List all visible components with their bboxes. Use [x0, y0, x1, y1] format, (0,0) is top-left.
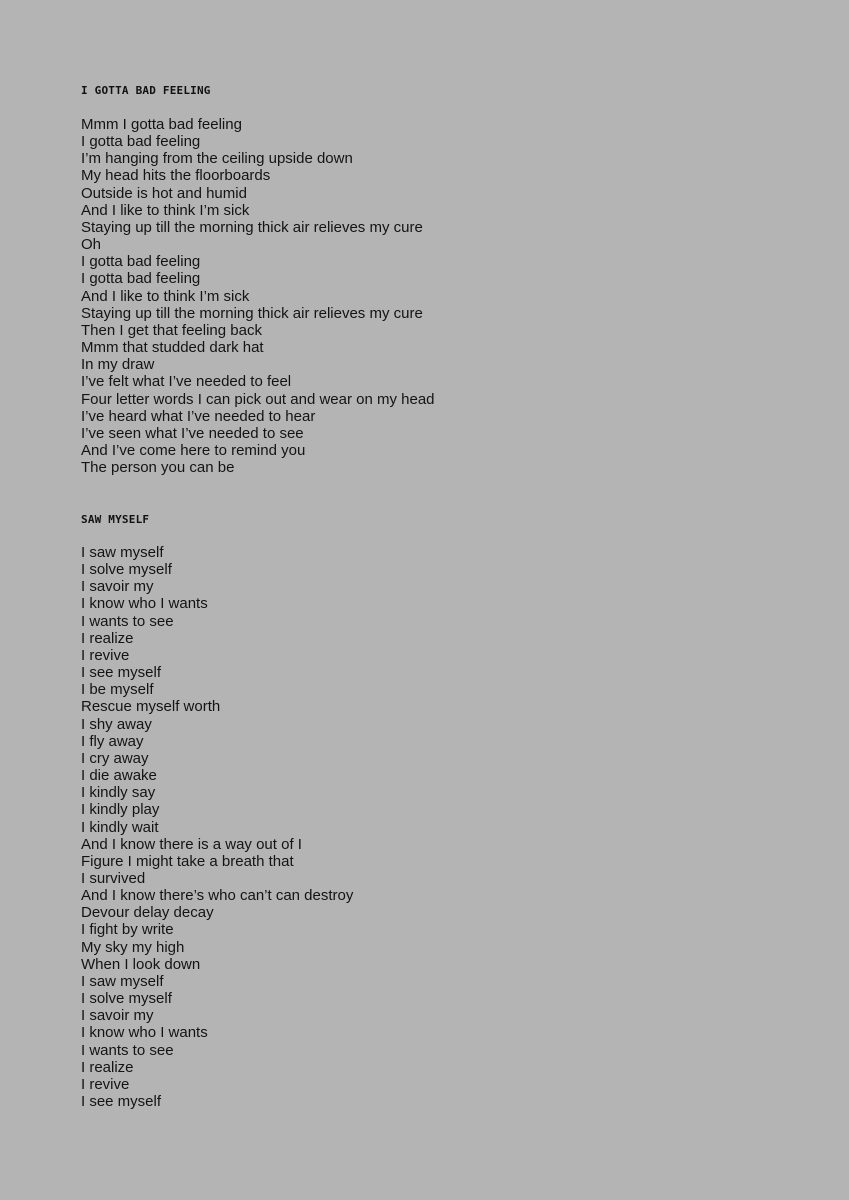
song-lyrics — [81, 544, 353, 1110]
lyric-line: I kindly play — [81, 801, 160, 819]
lyric-line: I wants to see — [81, 1041, 174, 1059]
lyric-line: Staying up till the morning thick air relieves my cure — [81, 304, 423, 322]
lyric-line: I fly away — [81, 732, 144, 750]
song-title: SAW MYSELF — [81, 513, 150, 526]
lyric-line: I saw myself — [81, 544, 164, 561]
lyric-line: I’m hanging from the ceiling upside down — [81, 150, 353, 168]
lyric-line: Four letter words I can pick out and wear on my head — [81, 390, 435, 408]
lyric-line: In my draw — [81, 356, 155, 374]
lyric-line: And I know there is a way out of I — [81, 835, 302, 853]
lyric-line: I’ve seen what I’ve needed to see — [81, 424, 304, 442]
lyric-line: I’ve heard what I’ve needed to hear — [81, 407, 316, 425]
lyric-line: Then I get that feeling back — [81, 321, 262, 339]
lyric-line: I know who I wants — [81, 1024, 208, 1042]
lyric-line: I know who I wants — [81, 595, 208, 613]
lyric-line: Mmm I gotta bad feeling — [81, 116, 242, 133]
lyric-line: I realize — [81, 1058, 134, 1076]
lyric-line: I kindly say — [81, 784, 156, 802]
lyric-line: I realize — [81, 629, 134, 647]
lyric-line: My head hits the floorboards — [81, 167, 271, 185]
lyric-line: I gotta bad feeling — [81, 270, 201, 288]
lyric-line: My sky my high — [81, 938, 185, 956]
lyric-line: Mmm that studded dark hat — [81, 339, 264, 357]
lyric-line: Staying up till the morning thick air relieves my cure — [81, 218, 423, 236]
lyric-line: I saw myself — [81, 972, 164, 990]
lyric-line: I revive — [81, 1075, 130, 1093]
lyric-line: Oh — [81, 236, 102, 254]
lyric-line: And I like to think I’m sick — [81, 287, 250, 305]
lyric-line: And I’ve come here to remind you — [81, 441, 306, 459]
lyric-line: I wants to see — [81, 612, 174, 630]
song-title: I GOTTA BAD FEELING — [81, 84, 211, 97]
lyric-line: I’ve felt what I’ve needed to feel — [81, 373, 292, 391]
lyric-line: I be myself — [81, 681, 154, 699]
lyric-line: I see myself — [81, 664, 162, 682]
lyric-line: I revive — [81, 646, 130, 664]
lyric-line: I gotta bad feeling — [81, 253, 201, 271]
lyric-line: I cry away — [81, 749, 149, 767]
lyric-line: I shy away — [81, 715, 152, 733]
lyric-line: I savoir my — [81, 1007, 154, 1025]
lyric-line: When I look down — [81, 955, 201, 973]
lyric-line: Figure I might take a breath that — [81, 852, 294, 870]
lyric-line: I fight by write — [81, 921, 174, 939]
lyric-line: And I know there’s who can’t can destroy — [81, 887, 354, 905]
lyric-line: I kindly wait — [81, 818, 159, 836]
lyric-line: I solve myself — [81, 990, 172, 1008]
lyric-line: I see myself — [81, 1093, 162, 1110]
lyric-line: I survived — [81, 869, 146, 887]
lyric-line: Devour delay decay — [81, 904, 214, 922]
song-lyrics — [81, 116, 435, 476]
lyric-line: I savoir my — [81, 578, 154, 596]
lyric-line: Outside is hot and humid — [81, 184, 247, 202]
lyric-line: The person you can be — [81, 459, 235, 477]
lyric-line: I solve myself — [81, 561, 172, 579]
lyric-line: I die awake — [81, 767, 157, 785]
lyric-line: I gotta bad feeling — [81, 133, 201, 151]
lyric-line: And I like to think I’m sick — [81, 201, 250, 219]
lyric-line: Rescue myself worth — [81, 698, 221, 716]
